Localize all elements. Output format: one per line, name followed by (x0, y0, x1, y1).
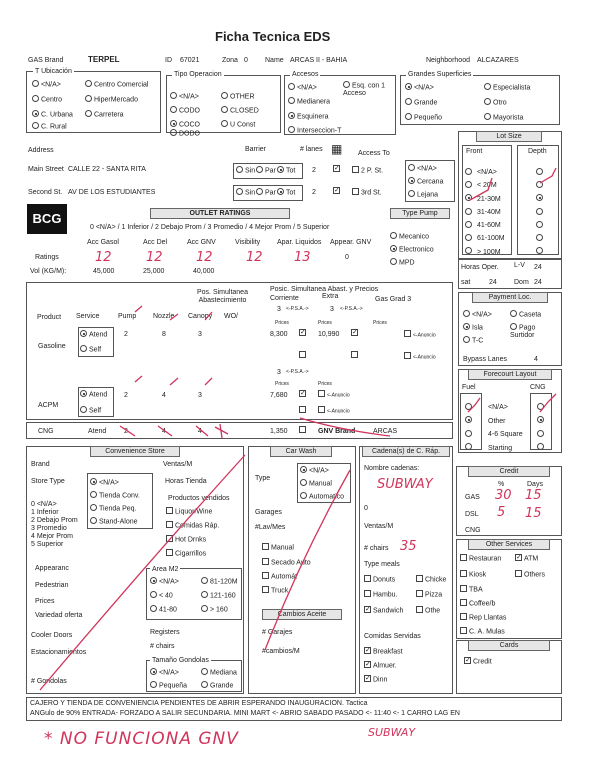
hours-lv-value: 24 (534, 264, 542, 271)
cng-label: CNG (38, 428, 54, 435)
address-label: Address (28, 147, 54, 154)
lot-front-label: Front (466, 148, 483, 155)
acpm-atend[interactable]: Atend (80, 391, 107, 399)
hours-lv-label: L-V (514, 262, 525, 269)
corriente-label: Corriente (270, 295, 299, 302)
rating-apar-liquidos: 13 (294, 250, 311, 265)
hours-oper-label: Horas Oper. (461, 264, 499, 271)
traffic-light-icon: ▦ (331, 142, 343, 156)
acpm-price: 7,680 (270, 392, 288, 399)
cadena-zero: 0 (364, 505, 368, 512)
area-41-80[interactable]: 41-80 (150, 606, 177, 614)
credit-dsl-days: 15 (525, 506, 542, 521)
pos-simultanea-precios: Posic. Simultanea Abast. y Precios (270, 286, 379, 293)
access-na[interactable]: <N/A> (408, 165, 437, 173)
lot-size-title: Lot Size (476, 131, 542, 142)
store-tienda-conv[interactable]: Tienda Conv. (90, 492, 140, 500)
cards-credit[interactable]: ✓ Credit (465, 657, 492, 666)
main-street-value: CALLE 22 - SANTA RITA (68, 166, 146, 173)
operacion-title: Tipo Operacion (174, 71, 222, 78)
tamano-title: Tamaño Gondolas (152, 657, 209, 664)
gnv-brand-label: GNV Brand (318, 428, 356, 435)
superficies-pequeno[interactable]: Pequeño (405, 114, 442, 122)
main-2ps[interactable]: 2 P. St. (352, 167, 383, 175)
area-lt40[interactable]: < 40 (150, 592, 173, 600)
cadena-chairs-label: # chairs (364, 545, 389, 552)
meal-hamburger[interactable]: Hambu. (364, 591, 398, 599)
gasoline-price-extra: 10,990 (318, 331, 340, 338)
bcg-logo: BCG (27, 204, 67, 234)
prod-comidas[interactable]: Comidas Ráp. (166, 522, 219, 530)
acpm-anuncio-2[interactable]: <-Anuncio (318, 407, 350, 415)
gas-prices-label-3: Prices (373, 320, 387, 326)
wash-type-label: Type (255, 475, 271, 482)
cadena-title: Cadena(s) de C. Ráp. (362, 446, 450, 457)
pay-caseta[interactable]: Caseta (510, 311, 541, 319)
second-3rd[interactable]: 3rd St. (352, 189, 382, 197)
underline-gnv (300, 418, 390, 436)
type-pump-title: Type Pump (390, 208, 450, 219)
gas-brand-label: GAS Brand (28, 57, 64, 64)
gasoline-check-2[interactable]: ✓ (352, 329, 358, 336)
vol-label: Vol (KG/M): (30, 268, 67, 275)
area-81-120[interactable]: 81-120M (201, 578, 238, 586)
acpm-prices-label: Prices (275, 381, 289, 387)
second-par[interactable]: Par (256, 189, 276, 197)
prices-label: Prices (35, 598, 55, 605)
estacionamientos-label: Estacionamientos (31, 649, 87, 656)
notes-line-2: ANGulo de 90% ENTRADA- FORZADO A SALIR SECUNDARIA. MINI MART <- ABRIO SABADO PASADO <- 11:40 <- 1 CARRO LAG EN (30, 710, 460, 717)
os-tba[interactable]: TBA (460, 586, 483, 594)
col-product: Product (37, 314, 62, 321)
name-value: ARCAS II - BAHIA (290, 57, 348, 64)
forecourt-fuel-label: Fuel (462, 384, 476, 391)
vol-1: 45,000 (93, 268, 115, 275)
operacion-u-const[interactable]: U Const (221, 121, 255, 129)
conv-ventas-label: Ventas/M (163, 461, 193, 468)
tam-grande[interactable]: Grande (201, 682, 233, 690)
carwash-title: Car Wash (270, 446, 332, 457)
operacion-coco[interactable]: COCO (170, 121, 200, 129)
operacion-other[interactable]: OTHER (221, 93, 255, 101)
store-tienda-peq[interactable]: Tienda Peq. (90, 505, 137, 513)
meal-donuts[interactable]: Donuts (364, 576, 395, 584)
col-apar-liquidos: Apar. Liquidos (277, 239, 322, 246)
os-atm[interactable]: ✓ ATM (516, 554, 539, 563)
cadena-ventas-label: Ventas/M (364, 523, 394, 530)
gasoline-price-corriente: 8,300 (270, 331, 288, 338)
accesos-interseccion[interactable]: Interseccion-T (288, 127, 341, 135)
tick-lot-depth (540, 168, 556, 183)
conv-brand-label: Brand (31, 461, 50, 468)
acpm-check-1[interactable]: ✓ (300, 390, 306, 397)
gasoline-pump: 2 (124, 331, 128, 338)
serv-breakfast[interactable]: ✓ Breakfast (365, 647, 403, 656)
wash-automat-check[interactable]: Automát (262, 573, 297, 581)
handwritten-subway: SUBWAY (368, 726, 416, 739)
credit-dsl-pct: 5 (497, 505, 506, 520)
second-ps-check[interactable]: ✓ (334, 187, 340, 194)
cards-title: Cards (468, 640, 550, 651)
gasoline-anuncio-2[interactable]: <-Anuncio (404, 353, 436, 361)
hours-sat-value: 24 (489, 279, 497, 286)
operacion-closed[interactable]: CLOSED (221, 107, 259, 115)
gasoline-self[interactable]: Self (80, 346, 101, 354)
pay-isla[interactable]: Isla (463, 324, 483, 332)
ubicacion-c-rural[interactable]: C. Rural (32, 123, 67, 131)
comidas-servidas-label: Comidas Servidas (364, 633, 421, 640)
col-acc-del: Acc Del (143, 239, 168, 246)
acpm-self[interactable]: Self (80, 407, 101, 415)
col-nozzle: Nozzle (153, 313, 175, 320)
gas-three-2: 3 (330, 306, 334, 313)
os-coffee[interactable]: Coffee/b (460, 600, 495, 608)
os-restaurante[interactable]: Restauran (460, 555, 501, 563)
superficies-grande[interactable]: Grande (405, 99, 437, 107)
acpm-label: ACPM (38, 402, 59, 409)
cng-nozzle: 4 (162, 428, 166, 435)
gasoline-check-1[interactable]: ✓ (300, 329, 306, 336)
tick-forecourt-cng (540, 394, 556, 412)
operacion-codo[interactable]: CODO (170, 107, 200, 115)
pump-electronico[interactable]: Electronico (390, 246, 434, 254)
credit-cng-label: CNG (465, 527, 481, 534)
pay-tc[interactable]: T-C (463, 337, 483, 345)
gas-psa-1: <-P.S.A.-> (286, 306, 309, 312)
strike-carwash (265, 470, 350, 650)
os-ca-mulas[interactable]: C. A. Mulas (460, 628, 505, 636)
operacion-dodo[interactable]: DODO (170, 130, 200, 138)
rating-acc-gasol: 12 (95, 250, 112, 265)
main-street-label: Main Street (28, 166, 64, 173)
pay-na[interactable]: <N/A> (463, 311, 492, 319)
hours-sat-label: sat (461, 279, 471, 286)
superficies-otro[interactable]: Otro (484, 99, 507, 107)
ubicacion-carretera[interactable]: Carretera (85, 111, 124, 119)
cadena-chairs-value: 35 (400, 539, 417, 554)
main-tot[interactable]: Tot (277, 167, 295, 175)
acpm-psa: <-P.S.A.-> (286, 369, 309, 375)
superficies-especialista[interactable]: Especialista (484, 84, 530, 92)
gas-psa-2: <-P.S.A.-> (340, 306, 363, 312)
gasoline-atend[interactable]: Atend (80, 331, 107, 339)
gas-grad-label: Gas Grad 3 (375, 296, 412, 303)
forecourt-cng-label: CNG (530, 384, 546, 391)
cng-pump: 2 (124, 428, 128, 435)
ubicacion-na[interactable]: <N/A> (32, 81, 61, 89)
handwritten-note-no-funciona: * NO FUNCIONA GNV (44, 729, 239, 749)
cooler-label: Cooler Doors (31, 632, 73, 639)
rating-acc-gnv: 12 (196, 250, 213, 265)
col-canopy: Canopy (188, 313, 213, 320)
neighborhood-value: ALCAZARES (477, 57, 519, 64)
pump-mpd[interactable]: MPD (390, 259, 415, 267)
area-na[interactable]: <N/A> (150, 578, 179, 586)
main-ps-check[interactable]: ✓ (334, 165, 340, 172)
prod-hot-drinks[interactable]: Hot Drnks (166, 536, 206, 544)
superficies-title: Grandes Superficies (408, 71, 472, 78)
variedad-label: Variedad oferta (35, 612, 83, 619)
prod-liquor[interactable]: Liquor/Wine (166, 508, 212, 516)
operacion-na[interactable]: <N/A> (170, 93, 199, 101)
credit-pct-label: % (498, 481, 505, 488)
vol-2: 25,000 (143, 268, 165, 275)
access-lejana[interactable]: Lejana (408, 191, 438, 199)
zona-value: 0 (244, 57, 248, 64)
strike-convenience (40, 455, 245, 690)
accesos-medianera[interactable]: Medianera (288, 98, 330, 106)
wash-truck-check[interactable]: Truck (262, 587, 288, 595)
acpm-canopy: 3 (198, 392, 202, 399)
neighborhood-label: Neighborhood (426, 57, 470, 64)
second-street-label: Second St. (28, 189, 63, 196)
pump-mecanico[interactable]: Mecanico (390, 233, 429, 241)
rating-acc-del: 12 (146, 250, 163, 265)
appearance-label: Appearanc (35, 565, 69, 572)
id-value: 67021 (180, 57, 200, 64)
meal-sandwich[interactable]: ✓ Sandwich (365, 606, 404, 615)
os-others[interactable]: Others (515, 571, 545, 579)
superficies-mayorista[interactable]: Mayorista (484, 114, 523, 122)
acpm-pump: 2 (124, 392, 128, 399)
access-to-label: Access To (358, 150, 390, 157)
conv-scale: 0 <N/A> 1 Inferior 2 Debajo Prom 3 Promedio 4 Mejor Prom 5 Superior (31, 501, 78, 548)
credit-days-label: Days (527, 481, 543, 488)
tick-lot-front (470, 178, 492, 200)
acpm-prices-label-2: Prices (318, 381, 332, 387)
hours-dom-value: 24 (534, 279, 542, 286)
credit-gas-pct: 30 (495, 488, 512, 503)
other-services-title: Other Services (468, 539, 550, 550)
horas-tienda: Horas Tienda (165, 478, 207, 485)
garages-label: Garages (255, 509, 282, 516)
credit-dsl-label: DSL (465, 511, 479, 518)
gasoline-anuncio-1[interactable]: <-Anuncio (404, 331, 436, 339)
superficies-na[interactable]: <N/A> (405, 84, 434, 92)
gasoline-nozzle: 8 (162, 331, 166, 338)
credit-gas-label: GAS (465, 494, 480, 501)
wash-manual-check[interactable]: Manual (262, 544, 294, 552)
accesos-esq-1[interactable]: Esq. con 1 Acceso (343, 82, 386, 98)
meal-other[interactable]: Othe (416, 607, 440, 615)
registers-label: Registers (150, 629, 180, 636)
ticks-gasoline (135, 306, 212, 320)
rating-appear-gnv: 0 (345, 254, 349, 261)
second-tot[interactable]: Tot (277, 189, 295, 197)
meal-chicken[interactable]: Chicke (416, 576, 446, 584)
accesos-esquinera[interactable]: Esquinera (288, 113, 329, 121)
gasoline-label: Gasoline (38, 343, 66, 350)
os-rep-llantas[interactable]: Rep Llantas (460, 614, 506, 622)
cng-price: 1,350 (270, 428, 288, 435)
wash-manual[interactable]: Manual (300, 480, 332, 488)
main-sin[interactable]: Sin (236, 167, 255, 175)
col-visibility: Visibility (235, 239, 261, 246)
acpm-anuncio-1[interactable]: <-Anuncio (318, 391, 350, 399)
accesos-title: Accesos (292, 71, 319, 78)
col-wo: WO/ (224, 313, 238, 320)
acpm-nozzle: 4 (162, 392, 166, 399)
forecourt-options: <N/A> Other 4-6 Square Starting (488, 404, 523, 452)
page-title: Ficha Tecnica EDS (215, 29, 331, 44)
gondolas-label: # Gondolas (31, 678, 67, 685)
store-type-label: Store Type (31, 478, 65, 485)
forecourt-title: Forecourt Layout (468, 369, 552, 380)
ticks-cng (120, 426, 208, 436)
zona-label: Zona (222, 57, 238, 64)
gas-prices-label-2: Prices (318, 320, 332, 326)
tam-na[interactable]: <N/A> (150, 669, 179, 677)
store-stand-alone[interactable]: Stand-Alone (90, 518, 138, 526)
convenience-title: Convenience Store (90, 446, 180, 457)
lav-mes-label: #Lav/Mes (255, 524, 286, 531)
area-gt160[interactable]: > 160 (201, 606, 228, 614)
payment-title: Payment Loc. (472, 292, 548, 303)
pay-surtidor[interactable]: Pago Surtidor (510, 324, 536, 340)
area-121-160[interactable]: 121-160 (201, 592, 236, 600)
store-na[interactable]: <N/A> (90, 479, 119, 487)
col-appear-gnv: Appear. GNV (330, 239, 372, 246)
cambios-aceite-title: Cambios Aceite (262, 609, 342, 620)
id-label: ID (165, 57, 172, 64)
tick-forecourt-fuel (468, 398, 480, 412)
second-lanes: 2 (312, 189, 316, 196)
conv-chairs-label: # chairs (150, 643, 175, 650)
ratings-scale: 0 <N/A> / 1 Inferior / 2 Debajo Prom / 3 Promedio / 4 Mejor Prom / 5 Superior (90, 224, 330, 231)
second-sin[interactable]: Sin (236, 189, 255, 197)
barrier-label: Barrier (245, 146, 267, 153)
tam-pequena[interactable]: Pequeña (150, 682, 187, 690)
ubicacion-title: T Ubicación (35, 68, 72, 75)
lanes-label: # lanes (300, 146, 323, 153)
outlet-ratings-title: OUTLET RATINGS (150, 208, 290, 219)
bypass-label: Bypass Lanes (463, 356, 507, 363)
serv-almuerzo[interactable]: ✓ Almuer. (365, 661, 397, 670)
cadena-nombre-label: Nombre cadenas: (364, 465, 420, 472)
acpm-three: 3 (277, 369, 281, 376)
ubicacion-c-urbana[interactable]: C. Urbana (32, 111, 73, 119)
gnv-brand-value: ARCAS (373, 428, 398, 435)
type-meals-label: Type meals (364, 561, 400, 568)
credit-title: Credit (468, 466, 550, 477)
tam-mediana[interactable]: Mediana (201, 669, 237, 677)
pedestrian-label: Pedestrian (35, 582, 69, 589)
access-cercana[interactable]: Cercana (408, 178, 443, 186)
col-acc-gasol: Acc Gasol (87, 239, 119, 246)
extra-label: Extra (322, 293, 339, 300)
garajes-label: # Garajes (262, 629, 293, 636)
gas-prices-label-1: Prices (275, 320, 289, 326)
wash-auto[interactable]: Automatico (300, 493, 344, 501)
ubicacion-centro-comercial[interactable]: Centro Comercial (85, 81, 148, 89)
gas-brand-value: TERPEL (88, 55, 120, 64)
cambios-mes-label: #cambios/M (262, 648, 300, 655)
ubicacion-centro[interactable]: Centro (32, 96, 62, 104)
ratings-label: Ratings (35, 254, 59, 261)
meal-pizza[interactable]: Pizza (416, 591, 442, 599)
credit-gas-days: 15 (525, 488, 542, 503)
wash-na[interactable]: <N/A> (300, 467, 329, 475)
lot-options: <N/A> < 20M 21-30M 31-40M 41-60M 61-100M > 100M (477, 169, 505, 256)
notes-line-1: CAJERO Y TIENDA DE CONVENIENCIA PENDIENTES DE ABRIR ESPERANDO INAUGURACION. Tactica (30, 700, 368, 707)
gas-three: 3 (277, 306, 281, 313)
cng-atend: Atend (88, 428, 107, 435)
main-lanes: 2 (312, 167, 316, 174)
name-label: Name (265, 57, 284, 64)
serv-dinner[interactable]: ✓ Dinn (365, 675, 388, 684)
bypass-value: 4 (534, 356, 538, 363)
lot-depth-label: Depth (528, 148, 547, 155)
os-kiosk[interactable]: Kiosk (460, 571, 486, 579)
main-par[interactable]: Par (256, 167, 276, 175)
area-title: Area M2 (152, 566, 179, 573)
productos-vendidos: Productos vendidos (168, 495, 230, 502)
ticks-acpm (135, 376, 212, 385)
hours-dom-label: Dom (514, 279, 529, 286)
col-acc-gnv: Acc GNV (187, 239, 216, 246)
accesos-na[interactable]: <N/A> (288, 84, 317, 92)
second-street-value: AV DE LOS ESTUDIANTES (68, 189, 156, 196)
gasoline-canopy: 3 (198, 331, 202, 338)
rating-visibility: 12 (246, 250, 263, 265)
cng-canopy: 4 (198, 428, 202, 435)
col-pump: Pump (118, 313, 137, 320)
vol-3: 40,000 (193, 268, 215, 275)
cadena-nombre-value: SUBWAY (377, 477, 433, 492)
col-service: Service (76, 313, 100, 320)
pos-simultanea: Pos. Simultanea Abastecimiento (197, 289, 248, 304)
wash-secado-check[interactable]: Secado Auto (262, 559, 311, 567)
prod-cigarrillos[interactable]: Cigarrillos (166, 550, 206, 558)
ubicacion-hipermercado[interactable]: HiperMercado (85, 96, 138, 104)
star-cng (215, 424, 228, 438)
